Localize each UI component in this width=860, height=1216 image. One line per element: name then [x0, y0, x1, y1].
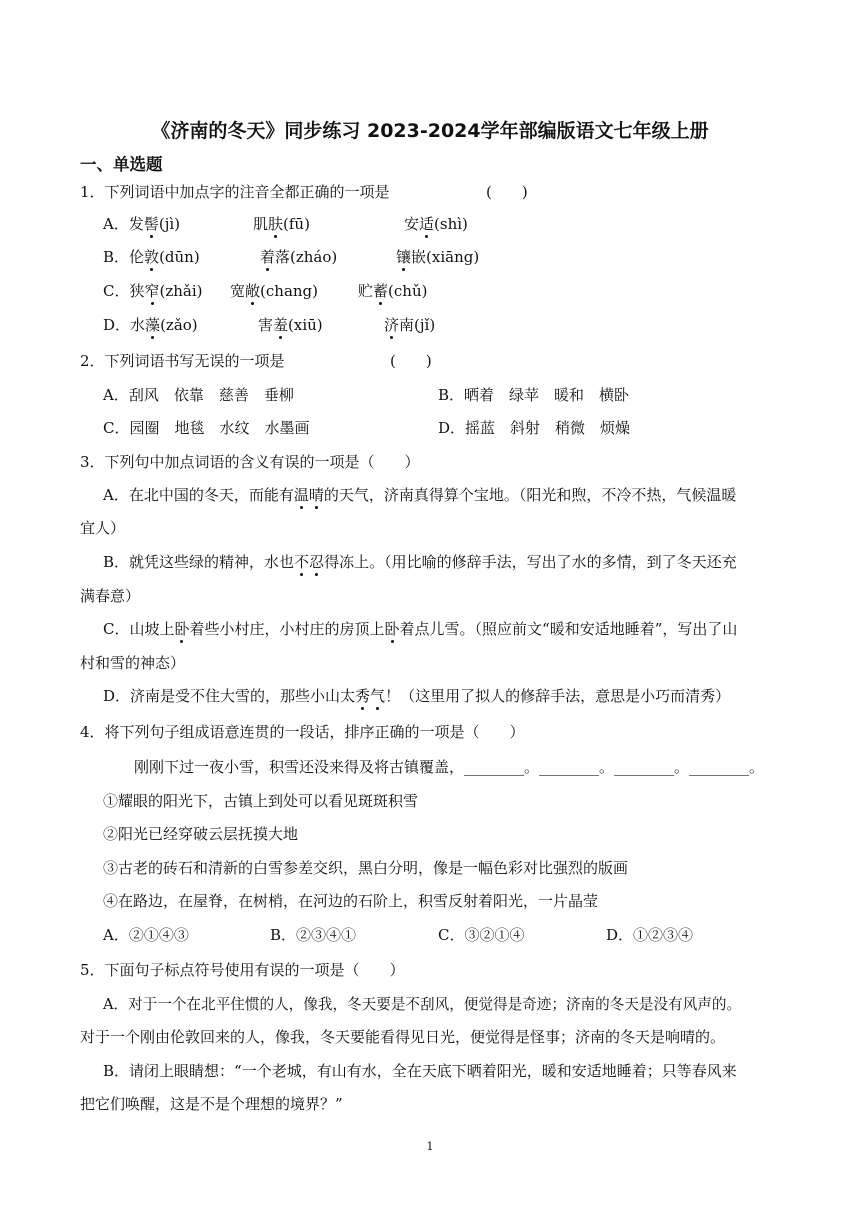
pinyin: (chǔ) [388, 282, 428, 300]
option-a: A．②①④③ [103, 926, 189, 944]
dotted-char: 髻 [143, 215, 159, 233]
pinyin: (jì) [158, 215, 181, 233]
option-c-word-2 [230, 280, 318, 301]
dotted-char: 忍 [309, 553, 325, 571]
word-text: 伦 [129, 248, 145, 266]
option-c-line-1 [103, 618, 737, 639]
option-c [103, 280, 203, 301]
word-text: 贮 [358, 282, 374, 300]
passage-intro: 刚刚下过一夜小雪，积雪还没来得及将古镇覆盖，________。________。________。________。 [134, 758, 765, 776]
option-b-line-1: B．请闭上眼睛想：“一个老城，有山有水，全在天底下晒着阳光，暖和安适地睡着；只等春风来 [103, 1062, 737, 1080]
question-stem: 3．下列句中加点词语的含义有误的一项是（ ） [80, 453, 420, 471]
pinyin: (shì) [434, 215, 468, 233]
option-a-line-2: 对于一个刚由伦敦回来的人，像我，冬天要能看得见日光，便觉得是怪事；济南的冬天是响晴的。 [80, 1028, 726, 1046]
dotted-char: 秀 [355, 687, 371, 705]
pinyin: (fū) [283, 215, 310, 233]
option-label: B． [103, 248, 130, 266]
word-text: 宽 [230, 282, 246, 300]
option-a-line-1 [103, 484, 736, 505]
option-d [103, 314, 198, 335]
option-d: D．摇蓝 斜射 稍微 烦燥 [438, 419, 631, 437]
option-label: C． [103, 282, 130, 300]
sentence-4: ④在路边，在屋脊，在树梢，在河边的石阶上，积雪反射着阳光，一片晶莹 [103, 892, 599, 910]
page-title: 《济南的冬天》同步练习 2023-2024学年部编版语文七年级上册 [151, 120, 709, 142]
sentence-3: ③古老的砖石和清新的白雪参差交织，黑白分明，像是一幅色彩对比强烈的版画 [103, 859, 629, 877]
sentence-1: ①耀眼的阳光下，古镇上到处可以看见斑斑积雪 [103, 792, 419, 810]
text-span: ！（这里用了拟人的修辞手法，意思是小巧而清秀） [385, 687, 731, 705]
word-text: 水 [130, 316, 146, 334]
pinyin: (xiū) [288, 316, 323, 334]
option-b-word-3 [396, 246, 479, 267]
text-span: D．济南是受不住大雪的，那些小山太 [103, 687, 356, 705]
word-text: 发 [128, 215, 144, 233]
text-span: 着些小村庄，小村庄的房顶上 [189, 620, 385, 638]
option-c-line-2: 村和雪的神态） [80, 654, 186, 672]
option-a-word-3 [404, 213, 468, 234]
option-a: A．刮风 依靠 慈善 垂柳 [103, 386, 294, 404]
word-text: 肌 [253, 215, 269, 233]
dotted-char: 适 [419, 215, 435, 233]
option-a-line-2: 宜人） [80, 519, 126, 537]
option-d-word-3 [384, 314, 435, 335]
word-text: 落(zháo) [275, 248, 338, 266]
text-span: 着点儿雪。（照应前文“暖和安适地睡着”，写出了山 [399, 620, 738, 638]
word-text: 安 [404, 215, 420, 233]
option-c: C．园圈 地毯 水纹 水墨画 [103, 419, 310, 437]
question-stem: 5．下面句子标点符号使用有误的一项是（ ） [80, 961, 405, 979]
pinyin: (zǎo) [160, 316, 198, 334]
dotted-char: 着 [260, 248, 276, 266]
dotted-char: 气 [370, 687, 386, 705]
dotted-char: 卧 [384, 620, 400, 638]
option-b: B．②③④① [270, 926, 357, 944]
answer-paren: ( ) [390, 352, 432, 370]
text-span: C．山坡上 [103, 620, 175, 638]
answer-paren: ( ) [486, 183, 528, 201]
option-b: B．晒着 绿苹 暖和 横卧 [438, 386, 630, 404]
pinyin: (zhǎi) [159, 282, 203, 300]
pinyin: (xiāng) [426, 248, 480, 266]
option-label: D． [103, 316, 131, 334]
option-b [103, 246, 200, 267]
dotted-char: 晴 [308, 486, 324, 504]
option-b-word-2 [260, 246, 337, 267]
dotted-char: 卧 [174, 620, 190, 638]
word-text: 嵌 [411, 248, 427, 266]
dotted-char: 敞 [245, 282, 261, 300]
dotted-char: 肤 [268, 215, 284, 233]
option-b-line-2: 满春意） [80, 587, 141, 605]
dotted-char: 温 [293, 486, 309, 504]
dotted-char: 羞 [273, 316, 289, 334]
question-stem: 2．下列词语书写无误的一项是 [80, 352, 285, 370]
sentence-2: ②阳光已经穿破云层抚摸大地 [103, 825, 299, 843]
option-d: D．①②③④ [606, 926, 694, 944]
word-text: 狭 [129, 282, 145, 300]
pinyin: (chang) [260, 282, 319, 300]
dotted-char: 镶 [396, 248, 412, 266]
option-d-word-2 [258, 314, 323, 335]
page-number: 1 [426, 1140, 434, 1153]
option-a [103, 213, 180, 234]
dotted-char: 蓄 [373, 282, 389, 300]
option-label: A． [103, 215, 129, 233]
text-span: 得冻上。（用比喻的修辞手法，写出了水的多情，到了冬天还充 [324, 553, 737, 571]
dotted-char: 敦 [144, 248, 160, 266]
text-span: A．在北中国的冬天，而能有 [103, 486, 294, 504]
dotted-char: 济 [384, 316, 400, 334]
option-c-word-3 [358, 280, 427, 301]
section-heading: 一、单选题 [80, 155, 163, 174]
dotted-char: 不 [294, 553, 310, 571]
question-stem: 1．下列词语中加点字的注音全都正确的一项是 [80, 183, 390, 201]
text-span: 的天气，济南真得算个宝地。（阳光和煦，不冷不热，气候温暖 [323, 486, 737, 504]
option-c: C．③②①④ [438, 926, 525, 944]
dotted-char: 窄 [144, 282, 160, 300]
question-stem: 4．将下列句子组成语意连贯的一段话，排序正确的一项是（ ） [80, 723, 525, 741]
option-b-line-1 [103, 551, 737, 572]
option-d-line-1 [103, 685, 730, 706]
word-text: 害 [258, 316, 274, 334]
text-span: B．就凭这些绿的精神，水也 [103, 553, 295, 571]
word-text: 南(jǐ) [399, 316, 436, 334]
option-a-line-1: A．对于一个在北平住惯的人，像我，冬天要是不刮风，便觉得是奇迹；济南的冬天是没有风声的。 [103, 996, 742, 1013]
dotted-char: 藻 [145, 316, 161, 334]
option-a-word-2 [253, 213, 310, 234]
option-b-line-2: 把它们唤醒，这是不是个理想的境界？” [80, 1095, 343, 1113]
pinyin: (dūn) [159, 248, 200, 266]
